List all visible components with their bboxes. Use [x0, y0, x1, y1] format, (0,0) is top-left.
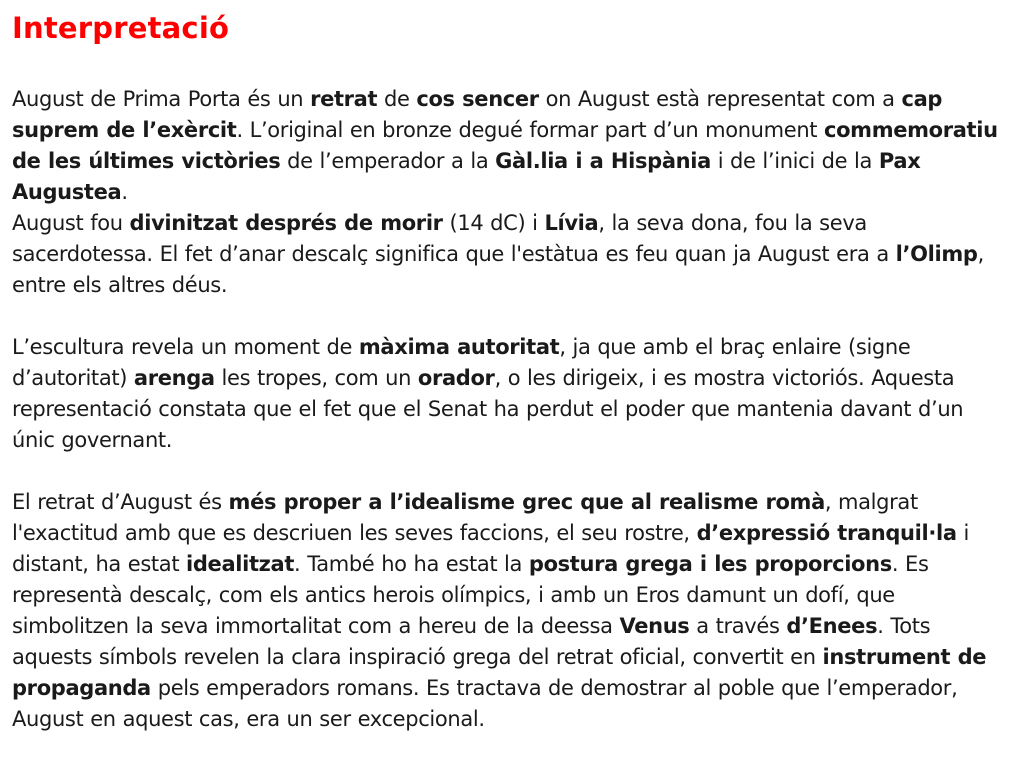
bold-text-segment: cap suprem de l’exèrcit: [12, 87, 943, 142]
bold-text-segment: l’Olimp: [895, 242, 978, 266]
text-segment: pels emperadors romans. Es tractava de demostrar al poble que l’emperador, August en aquest cas, era un ser excepcional.: [12, 676, 958, 731]
text-segment: les tropes, com un: [214, 366, 418, 390]
text-segment: i de l’inici de la: [710, 149, 879, 173]
bold-text-segment: postura grega i les proporcions: [528, 552, 892, 576]
slide-title: Interpretació: [12, 11, 230, 45]
bold-text-segment: arenga: [133, 366, 215, 390]
text-segment: , malgrat l'exactitud amb que es descriuen les seves faccions, el seu rostre,: [12, 490, 918, 545]
text-segment: August fou: [12, 211, 130, 235]
paragraph-gap: [12, 301, 1012, 332]
paragraph-1: [12, 84, 1012, 208]
text-segment: , entre els altres déus.: [12, 242, 984, 297]
bold-text-segment: Lívia: [544, 211, 599, 235]
bold-text-segment: d’expressió tranquil·la: [696, 521, 957, 545]
text-segment: .: [121, 180, 128, 204]
paragraph-3: [12, 332, 1012, 456]
bold-text-segment: cos sencer: [416, 87, 539, 111]
text-segment: El retrat d’August és: [12, 490, 229, 514]
text-segment: L’escultura revela un moment de: [12, 335, 359, 359]
text-segment: , la seva dona, fou la seva sacerdotessa. El fet d’anar descalç significa que l'estàtua es feu quan ja August era a: [12, 211, 896, 266]
text-segment: , o les dirigeix, i es mostra victoriós. Aquesta representació constata que el fet que el Senat ha perdut el poder que mantenia davant d’un únic governant.: [12, 366, 964, 452]
paragraph-4: [12, 487, 1012, 735]
text-segment: . També ho ha estat la: [294, 552, 529, 576]
text-segment: on August està representat com a: [538, 87, 902, 111]
text-segment: de: [377, 87, 417, 111]
bold-text-segment: idealitzat: [186, 552, 295, 576]
text-segment: August de Prima Porta és un: [12, 87, 311, 111]
text-segment: de l’emperador a la: [280, 149, 496, 173]
text-segment: , ja que amb el braç enlaire (signe d’autoritat): [12, 335, 911, 390]
text-segment: . Es representà descalç, com els antics herois olímpics, i amb un Eros damunt un dofí, que simbolitzen la seva immortalitat com a hereu de la deessa: [12, 552, 929, 638]
bold-text-segment: retrat: [310, 87, 378, 111]
bold-text-segment: Gàl.lia i a Hispània: [495, 149, 711, 173]
bold-text-segment: instrument de propaganda: [12, 645, 987, 700]
bold-text-segment: divinitzat després de morir: [129, 211, 443, 235]
slide: [12, 8, 1012, 735]
bold-text-segment: Venus: [619, 614, 690, 638]
text-segment: . L’original en bronze degué formar part d’un monument: [236, 118, 824, 142]
text-segment: (14 dC) i: [442, 211, 545, 235]
bold-text-segment: d’Enees: [786, 614, 878, 638]
paragraph-gap: [12, 456, 1012, 487]
text-segment: a través: [689, 614, 787, 638]
bold-text-segment: Pax Augustea: [12, 149, 921, 204]
bold-text-segment: més proper a l’idealisme grec que al realisme romà: [228, 490, 825, 514]
paragraph-2: [12, 208, 1012, 301]
bold-text-segment: commemoratiu de les últimes victòries: [12, 118, 998, 173]
text-segment: . Tots aquests símbols revelen la clara inspiració grega del retrat oficial, convertit en: [12, 614, 931, 669]
bold-text-segment: màxima autoritat: [358, 335, 560, 359]
text-segment: i distant, ha estat: [12, 521, 969, 576]
bold-text-segment: orador: [417, 366, 495, 390]
